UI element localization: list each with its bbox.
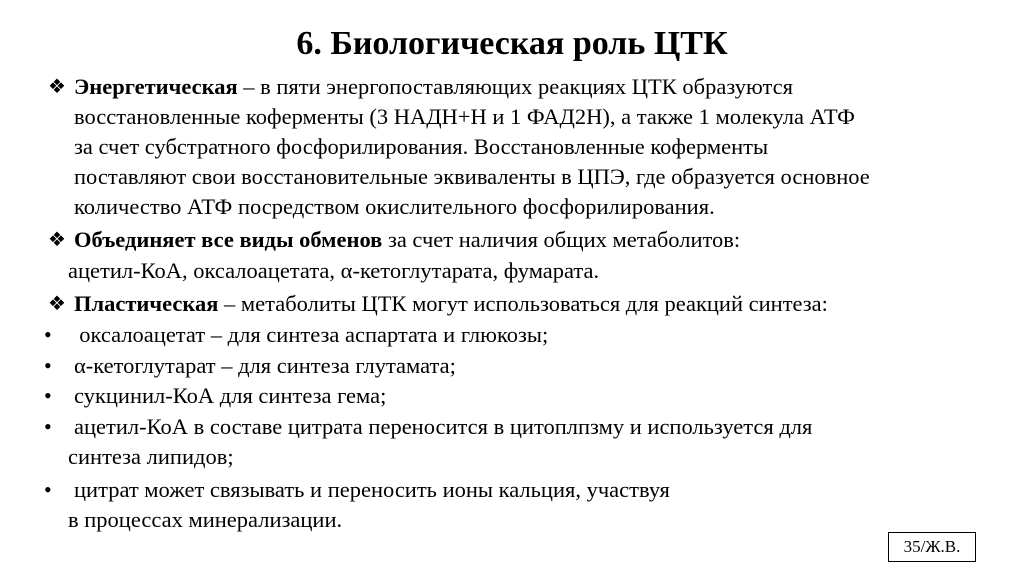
list-item-continuation: в процессах минерализации. — [68, 507, 343, 532]
diamond-bullet-icon: ❖ — [48, 229, 66, 251]
dot-bullet-icon: • — [44, 414, 52, 439]
section-energy-line-4: поставляют свои восстановительные эквиваленты в ЦПЭ, где образуется основное — [74, 164, 870, 189]
section-integration-line-1 — [74, 226, 740, 254]
dot-bullet-icon: • — [44, 383, 52, 408]
slide-number-box: 35/Ж.В. — [888, 532, 976, 562]
dot-bullet-icon: • — [44, 477, 52, 502]
section-energy-line-2: восстановленные коферменты (3 НАДН+Н и 1 ФАД2Н), а также 1 молекула АТФ — [74, 104, 855, 129]
dot-bullet-icon: • — [44, 322, 52, 347]
list-item: ацетил-КоА в составе цитрата переносится в цитоплпзму и используется для — [74, 414, 813, 439]
section-energy-text: – в пяти энергопоставляющих реакциях ЦТК образуются — [237, 74, 793, 99]
dot-bullet-icon: • — [44, 353, 52, 378]
list-item: цитрат может связывать и переносить ионы кальция, участвуя — [74, 477, 670, 502]
list-item: сукцинил-КоА для синтеза гема; — [74, 383, 387, 408]
section-energy-line-3: за счет субстратного фосфорилирования. Восстановленные коферменты — [74, 134, 769, 159]
section-integration-line-2: ацетил-КоА, оксалоацетата, α-кетоглутарата, фумарата. — [68, 258, 600, 283]
section-plastic-heading: Пластическая — [74, 291, 219, 316]
section-integration-heading: Объединяет все виды обменов — [74, 227, 383, 252]
section-energy-line-1 — [74, 73, 793, 101]
list-item-continuation: синтеза липидов; — [68, 444, 234, 469]
section-integration-text: за счет наличия общих метаболитов: — [382, 227, 741, 252]
section-energy-heading: Энергетическая — [74, 74, 238, 99]
slide-title: 6. Биологическая роль ЦТК — [296, 25, 728, 62]
section-plastic-line-1 — [74, 290, 828, 318]
list-item: оксалоацетат – для синтеза аспартата и глюкозы; — [68, 322, 549, 347]
diamond-bullet-icon: ❖ — [48, 76, 66, 98]
diamond-bullet-icon: ❖ — [48, 293, 66, 315]
section-plastic-text: – метаболиты ЦТК могут использоваться для реакций синтеза: — [218, 291, 828, 316]
section-energy-line-5: количество АТФ посредством окислительного фосфорилирования. — [74, 194, 715, 219]
list-item: α-кетоглутарат – для синтеза глутамата; — [74, 353, 456, 378]
